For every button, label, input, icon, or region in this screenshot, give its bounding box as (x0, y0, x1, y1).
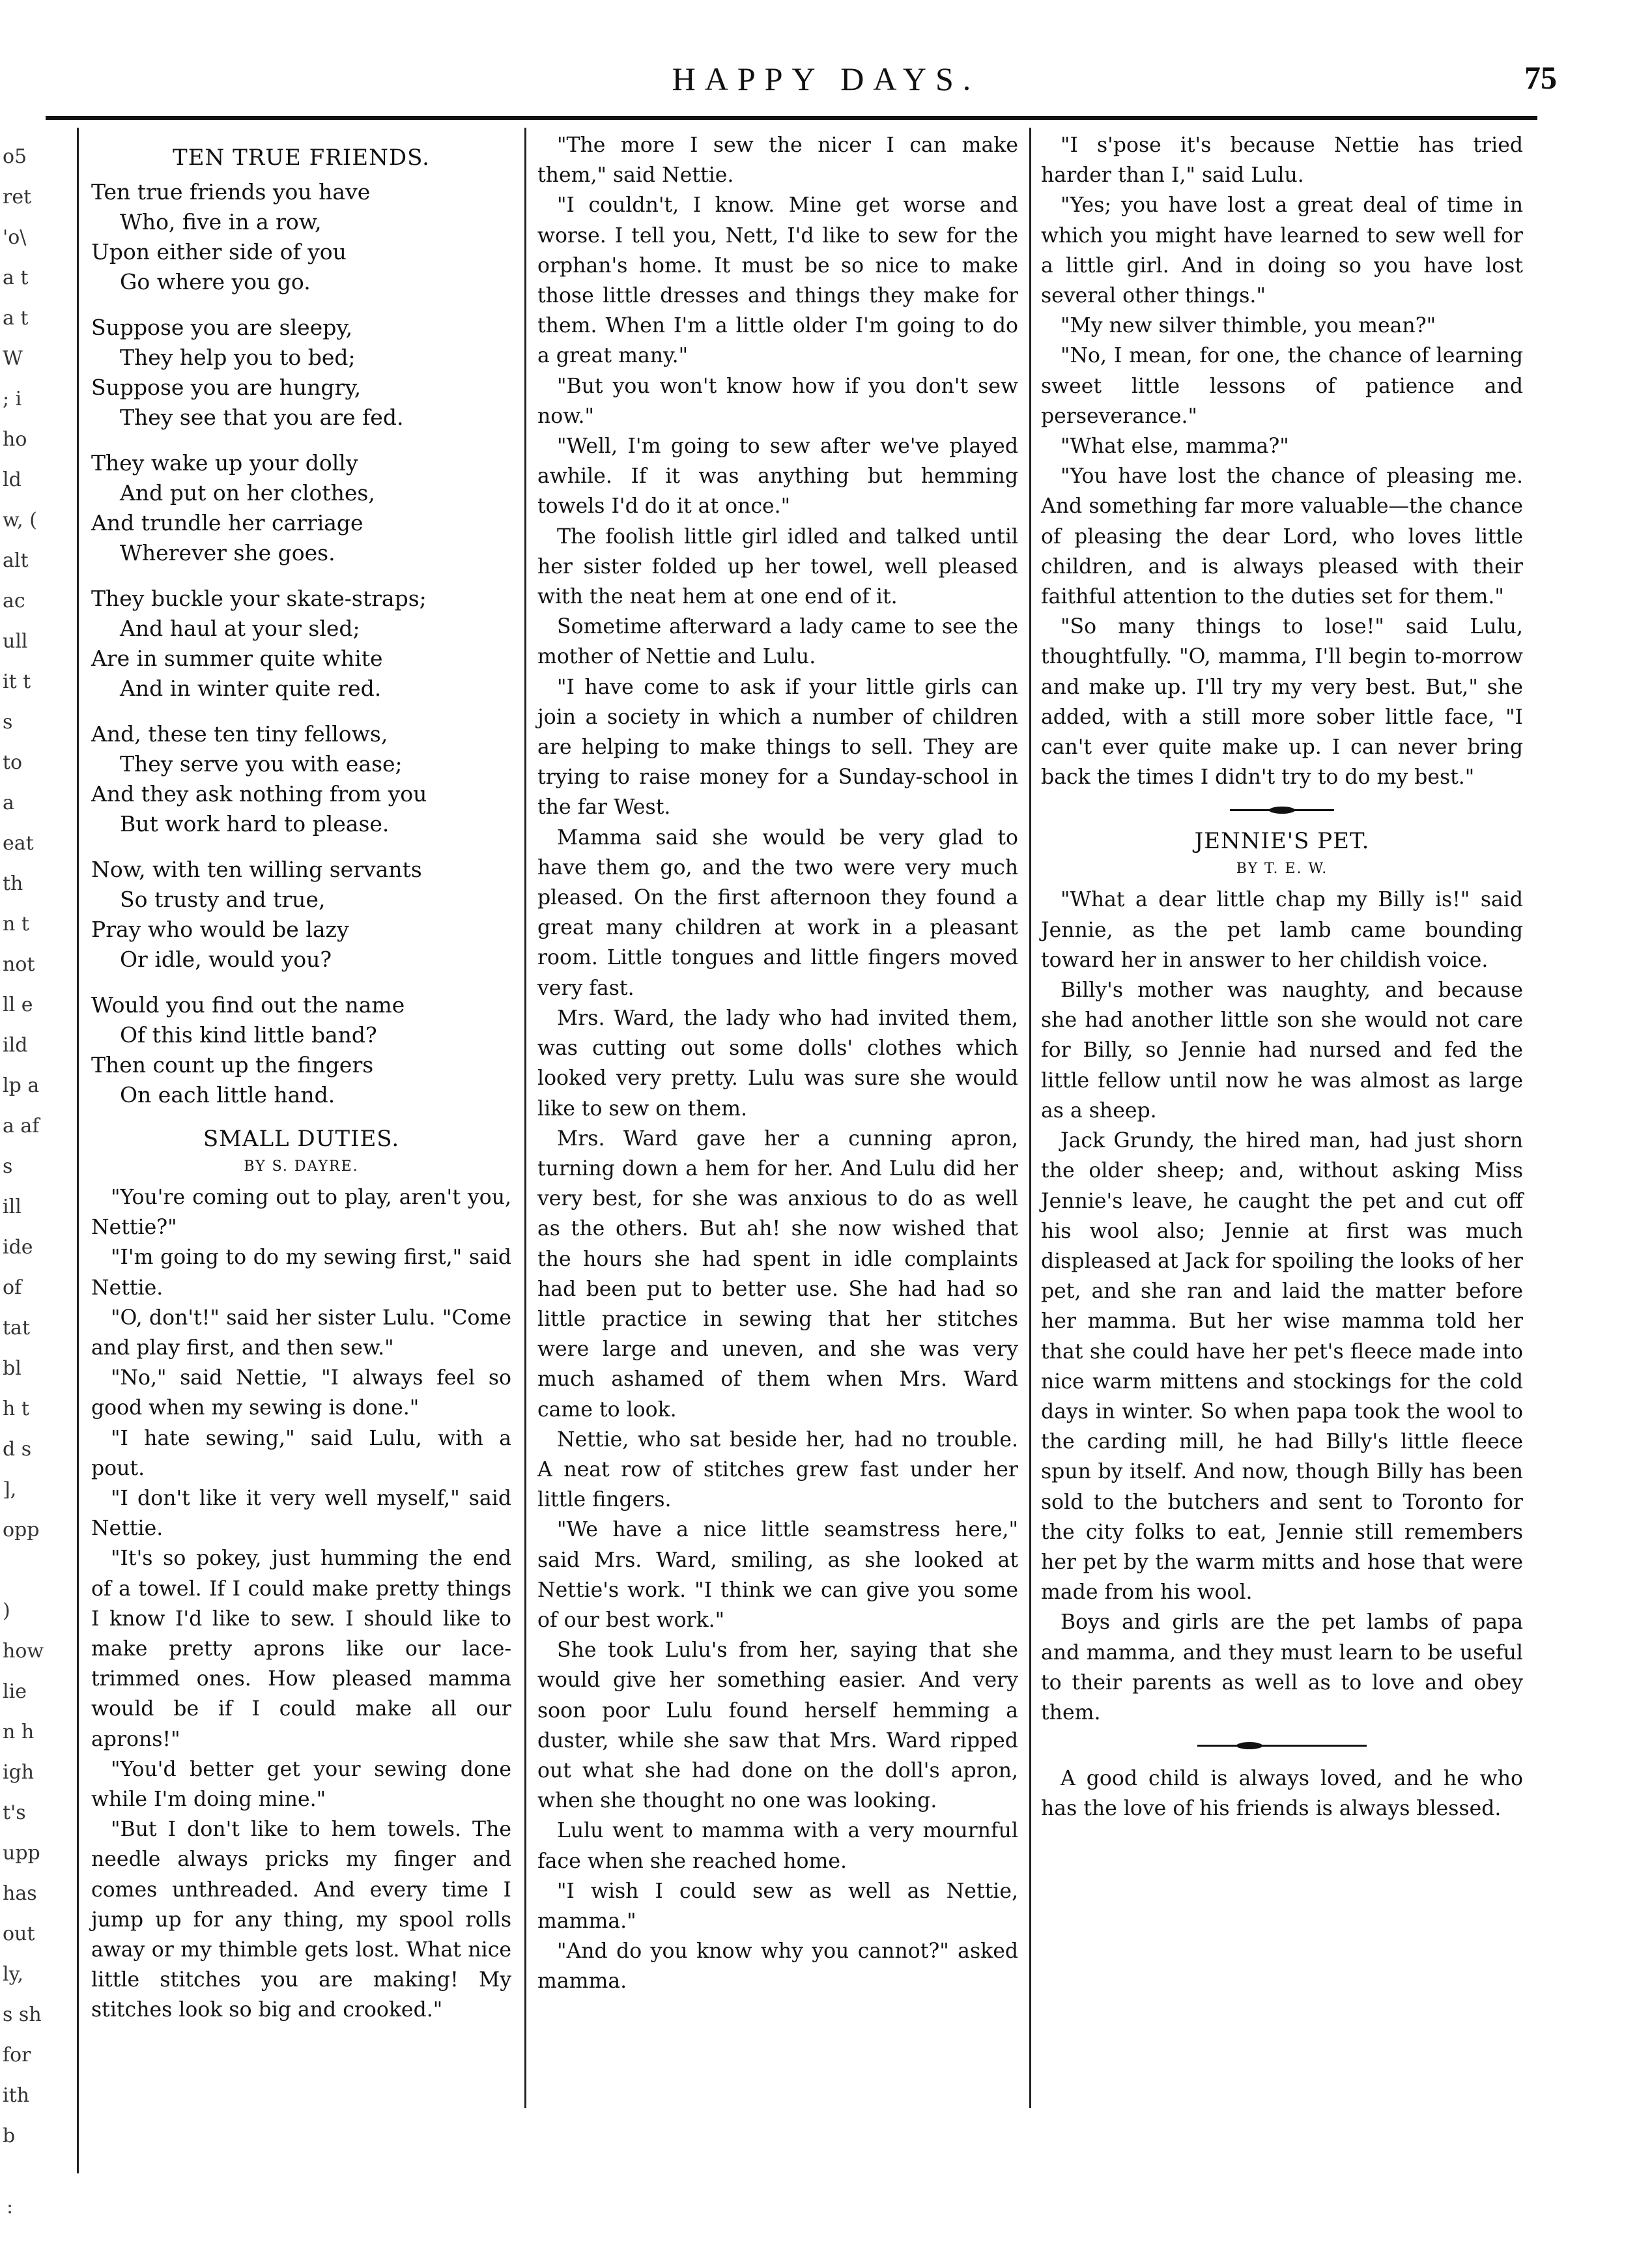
story2-paragraph: Boys and girls are the pet lambs of papa and mamma, and they must learn to be useful to their parents as well as to love and obey them. (1041, 1610, 1523, 1725)
margin-fragment: d s (3, 1438, 32, 1461)
story1-paragraph: "O, don't!" said her sister Lulu. "Come and play first, and then sew." (91, 1306, 511, 1360)
page-header-title: HAPPY DAYS. (672, 61, 980, 97)
column-2 (537, 130, 1018, 1997)
story1-paragraph: "No, I mean, for one, the chance of learning sweet little lessons of patience and perseverance." (1041, 344, 1523, 428)
story2-paragraph: Jack Grundy, the hired man, had just shorn the older sheep; and, without asking Miss Jennie's leave, he caught the pet and cut off his wool also; Jennie at first was much displeased at Jack for spoiling the looks of her pet, and she ran and laid the matter before her mamma. But her wise mamma told her that she could have her pet's fleece made into nice warm mittens and stockings for the cold days in winter. So when papa took the wool to the carding mill, he had Billy's little fleece spun by itself. And now, though Billy has been sold to the butchers and sent to Toronto for the city folks to eat, Jennie still remembers her pet by the warm mitts and hose that were made from his wool. (1041, 1129, 1523, 1605)
poem-line: Or idle, would you? (120, 947, 332, 972)
closing-paragraph: A good child is always loved, and he who has the love of his friends is always blessed. (1041, 1767, 1523, 1821)
poem-line: But work hard to please. (120, 811, 390, 837)
margin-fragment: ull (3, 630, 28, 653)
story1-paragraph: "I couldn't, I know. Mine get worse and worse. I tell you, Nett, I'd like to sew for the orphan's home. It must be so nice to make those little dresses and things they make for them. When I'm a little older I'm going to do a great many." (537, 193, 1018, 368)
poem-line: They wake up your dolly (91, 450, 358, 476)
story1-paragraph: "We have a nice little seamstress here," said Mrs. Ward, smiling, as she looked at Nettie's work. "I think we can give you some of our best work." (537, 1518, 1018, 1632)
margin-fragment: 'o\ (3, 226, 27, 249)
story1-paragraph: "But you won't know how if you don't sew now." (537, 374, 1018, 428)
margin-fragment: a t (3, 266, 29, 289)
margin-fragment: th (3, 872, 23, 895)
story1-paragraph: She took Lulu's from her, saying that she would give her something easier. And very soon poor Lulu found herself hemming a duster, while she saw that Mrs. Ward ripped out what she had done on the doll's apron, when she thought no one was looking. (537, 1639, 1018, 1813)
column-rule-1 (77, 128, 79, 2173)
margin-fragment: for (3, 2044, 31, 2067)
left-margin-fragments (3, 137, 48, 2156)
story1-paragraph: "I wish I could sew as well as Nettie, mamma." (537, 1879, 1018, 1933)
poem-line: And trundle her carriage (91, 510, 363, 536)
section-ornament-2 (1197, 1745, 1367, 1747)
margin-fragment: of (3, 1276, 22, 1299)
poem-line: And they ask nothing from you (91, 781, 427, 807)
margin-fragment: ld (3, 468, 21, 491)
story2-paragraph: Billy's mother was naughty, and because she had another little son she would not care for Billy, so Jennie had nursed and fed the little fellow until now he was almost as large as a sheep. (1041, 979, 1523, 1123)
margin-fragment: ide (3, 1236, 33, 1259)
margin-fragment: ret (3, 186, 32, 208)
margin-fragment: upp (3, 1842, 40, 1865)
story1-col3 (1041, 130, 1523, 792)
margin-fragment: ], (3, 1478, 17, 1501)
column-1 (91, 130, 511, 2025)
margin-fragment: lp a (3, 1074, 40, 1097)
story2-paragraph: "What a dear little chap my Billy is!" said Jennie, as the pet lamb came bounding toward her in answer to her childish voice. (1041, 888, 1523, 972)
poem-line: Then count up the fingers (91, 1052, 374, 1078)
poem-line: Are in summer quite white (91, 646, 383, 671)
margin-fragment: ho (3, 428, 27, 451)
poem-line: And in winter quite red. (120, 676, 382, 701)
story1-paragraph: "You have lost the chance of pleasing me. And something far more valuable—the chance of pleasing the dear Lord, who loves little children, and is always pleased with their faithful attention to the duties set for them." (1041, 465, 1523, 609)
poem-line: Wherever she goes. (120, 540, 335, 565)
poem-line: They see that you are fed. (120, 405, 404, 430)
poem (91, 177, 511, 1110)
margin-fragment: not (3, 953, 35, 976)
margin-fragment: ild (3, 1034, 28, 1057)
poem-stanza (91, 719, 511, 839)
poem-line: They serve you with ease; (120, 751, 403, 777)
section-ornament (1230, 809, 1334, 811)
story1-paragraph: Mamma said she would be very glad to have them go, and the two were very much pleased. On the first afternoon they found a great many children at work in a pleasant room. Little tongues and little fingers moved very fast. (537, 825, 1018, 1000)
margin-fragment: W (3, 347, 23, 370)
margin-fragment: t's (3, 1801, 26, 1824)
margin-fragment: igh (3, 1761, 35, 1784)
margin-mark: : (7, 2196, 14, 2218)
margin-fragment: lie (3, 1680, 27, 1703)
margin-fragment: ac (3, 590, 25, 612)
poem-stanza (91, 584, 511, 704)
margin-fragment: out (3, 1923, 35, 1945)
poem-line: Ten true friends you have (91, 179, 371, 205)
story2-body (1041, 885, 1523, 1728)
poem-stanza (91, 313, 511, 433)
story1-paragraph: "I'm going to do my sewing first," said Nettie. (91, 1246, 511, 1300)
margin-fragment: a t (3, 307, 29, 330)
column-rule-3 (1029, 128, 1031, 2108)
story1-paragraph: "Yes; you have lost a great deal of time in which you might have learned to sew well for a little girl. And in doing so you have lost several other things." (1041, 193, 1523, 308)
poem-title: TEN TRUE FRIENDS. (173, 145, 430, 171)
margin-fragment: tat (3, 1317, 30, 1339)
poem-line: On each little hand. (120, 1082, 335, 1108)
poem-stanza (91, 448, 511, 568)
poem-stanza (91, 990, 511, 1110)
story1-paragraph: "My new silver thimble, you mean?" (1061, 314, 1436, 338)
margin-fragment: how (3, 1640, 44, 1663)
poem-line: They help you to bed; (120, 345, 356, 370)
poem-line: Now, with ten willing servants (91, 857, 422, 882)
margin-fragment: ill (3, 1195, 21, 1218)
poem-line: And haul at your sled; (120, 616, 360, 641)
story2-title: JENNIE'S PET. (1194, 828, 1370, 855)
story1-col2 (537, 130, 1018, 1997)
poem-line: Go where you go. (120, 269, 311, 294)
story1-paragraph: Mrs. Ward, the lady who had invited them, was cutting out some dolls' clothes which looked very pretty. Lulu was sure she would like to sew on them. (537, 1006, 1018, 1121)
margin-fragment: ith (3, 2084, 29, 2107)
story1-paragraph: "I hate sewing," said Lulu, with a pout. (91, 1426, 511, 1480)
poem-line: Would you find out the name (91, 992, 405, 1018)
story1-paragraph: "You're coming out to play, aren't you, Nettie?" (91, 1186, 511, 1240)
margin-fragment: ll e (3, 994, 33, 1016)
margin-fragment: n h (3, 1721, 35, 1743)
poem-line: Pray who would be lazy (91, 917, 349, 942)
poem-stanza (91, 855, 511, 975)
margin-fragment: s (3, 711, 13, 734)
poem-line: So trusty and true, (120, 887, 326, 912)
margin-fragment: to (3, 751, 23, 774)
column-3 (1041, 130, 1523, 1824)
story1-paragraph: "Well, I'm going to sew after we've played awhile. If it was anything but hemming towels I'd do it at once." (537, 435, 1018, 519)
margin-fragment: a (3, 792, 14, 814)
story1-paragraph: "I s'pose it's because Nettie has tried harder than I," said Lulu. (1041, 134, 1523, 188)
poem-line: Suppose you are hungry, (91, 375, 362, 400)
story1-paragraph: "I don't like it very well myself," said Nettie. (91, 1487, 511, 1541)
story1-paragraph: "You'd better get your sewing done while I'm doing mine." (91, 1757, 511, 1812)
margin-fragment: a af (3, 1115, 40, 1138)
margin-fragment: h t (3, 1397, 29, 1420)
story1-paragraph: "I have come to ask if your little girls can join a society in which a number of children are helping to make things to sell. They are trying to raise money for a Sunday-school in the far West. (537, 675, 1018, 820)
margin-fragment: has (3, 1882, 37, 1905)
margin-fragment (3, 1551, 48, 1591)
story1-paragraph: "And do you know why you cannot?" asked mamma. (537, 1939, 1018, 1994)
margin-fragment: n t (3, 913, 29, 936)
poem-line: And, these ten tiny fellows, (91, 721, 388, 747)
story1-paragraph: "So many things to lose!" said Lulu, thoughtfully. "O, mamma, I'll begin to-morrow and make up. I'll try my very best. But," she added, with a still more sober little face, "I can't ever quite make up. I can never bring back the times I didn't try to do my best." (1041, 615, 1523, 790)
header-rule (46, 116, 1537, 120)
story1-paragraph: Nettie, who sat beside her, had no trouble. A neat row of stitches grew fast under her little fingers. (537, 1427, 1018, 1512)
poem-line: Who, five in a row, (120, 209, 322, 235)
column-rule-2 (524, 128, 526, 2108)
poem-line: Of this kind little band? (120, 1022, 377, 1048)
margin-fragment: ) (3, 1599, 10, 1622)
margin-fragment: o5 (3, 145, 27, 168)
margin-fragment: it t (3, 670, 31, 693)
story1-paragraph: "What else, mamma?" (1061, 435, 1289, 459)
margin-fragment: eat (3, 832, 34, 855)
margin-fragment: w, ( (3, 509, 37, 532)
margin-fragment: ly, (3, 1963, 24, 1986)
poem-line: Suppose you are sleepy, (91, 315, 353, 340)
story1-paragraph: "But I don't like to hem towels. The needle always pricks my finger and comes unthreaded. And every time I jump up for any thing, my spool rolls away or my thimble gets lost. What nice little stitches you are making! My stitches look so big and crooked." (91, 1818, 511, 2022)
story2-byline: BY T. E. W. (1236, 861, 1328, 878)
story1-paragraph: Mrs. Ward gave her a cunning apron, turning down a hem for her. And Lulu did her very best, for she was anxious to do as well as the others. But ah! she now wished that the hours she had spent in idle complaints had been put to better use. She had had so little practice in sewing that her stitches were large and uneven, and she was very much ashamed of them when Mrs. Ward came to look. (537, 1126, 1018, 1422)
story1-paragraph: "It's so pokey, just humming the end of a towel. If I could make pretty things I know I'd like to sew. I should like to make pretty aprons like our lace-trimmed ones. How pleased mamma would be if I could make all our aprons!" (91, 1547, 511, 1751)
poem-line: They buckle your skate-straps; (91, 586, 427, 611)
story1-paragraph: The foolish little girl idled and talked until her sister folded up her towel, well pleased with the neat hem at one end of it. (537, 524, 1018, 609)
poem-stanza (91, 177, 511, 297)
margin-fragment: opp (3, 1519, 40, 1541)
story1-paragraph: Sometime afterward a lady came to see the mother of Nettie and Lulu. (537, 615, 1018, 669)
story1-paragraph: "No," said Nettie, "I always feel so good when my sewing is done." (91, 1366, 511, 1420)
margin-fragment: s (3, 1155, 13, 1178)
margin-fragment: s sh (3, 2003, 42, 2026)
page-number: 75 (1524, 59, 1557, 96)
margin-fragment: alt (3, 549, 29, 572)
poem-line: Upon either side of you (91, 239, 347, 265)
story1-paragraph: "The more I sew the nicer I can make them," said Nettie. (537, 134, 1018, 188)
margin-fragment: bl (3, 1357, 21, 1380)
story1-byline: BY S. DAYRE. (244, 1158, 359, 1175)
poem-line: And put on her clothes, (120, 480, 375, 506)
margin-fragment: ; i (3, 388, 22, 410)
story1-title: SMALL DUTIES. (203, 1126, 400, 1152)
story1-paragraph: Lulu went to mamma with a very mournful face when she reached home. (537, 1819, 1018, 1873)
margin-fragment: b (3, 2125, 16, 2147)
story1-col1 (91, 1182, 511, 2025)
